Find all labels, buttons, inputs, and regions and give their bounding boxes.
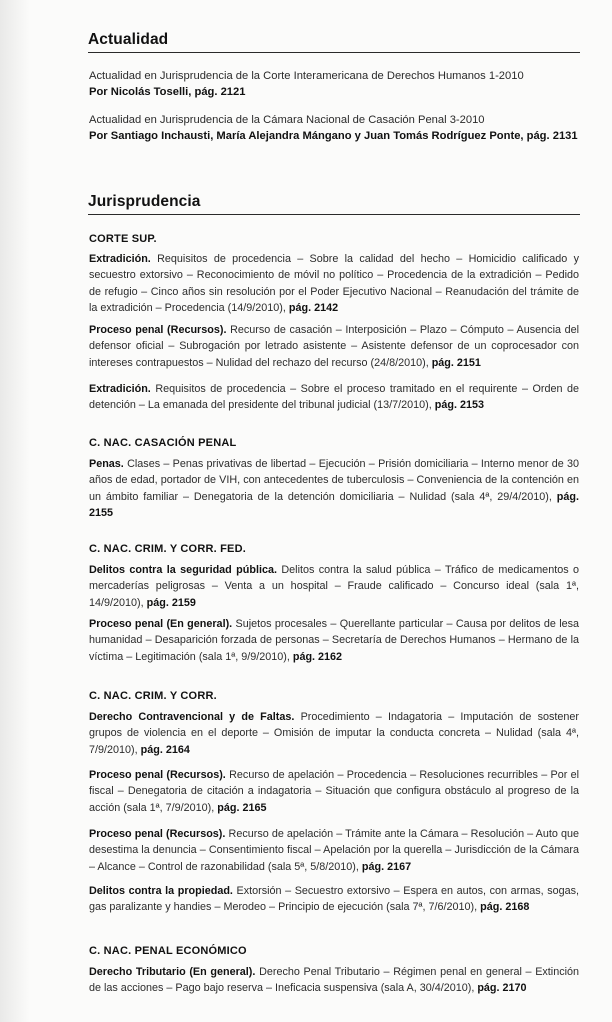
entry-topic: Extradición. (89, 253, 151, 265)
court-heading: C. NAC. CRIM. Y CORR. FED. (89, 543, 246, 555)
entry-body: Procedimiento – Indagatoria – Imputación de sostener grupos de violencia en el deporte – Omisión de imputar la conducta concreta – Nulidad (sala 4ª, 7/9/2010), (89, 711, 580, 756)
entry-body: Extorsión – Secuestro extorsivo – Espera en autos, con armas, sogas, gas paralizante y handies – Merodeo – Principio de ejecución (sala 7ª, 7/6/2010), (89, 885, 580, 914)
case-entry (89, 251, 579, 316)
entry-topic: Proceso penal (Recursos). (89, 828, 226, 840)
entry-topic: Proceso penal (Recursos). (89, 769, 226, 781)
entry-page: pág. 2142 (288, 301, 339, 314)
section-title-jurisprudencia: Jurisprudencia (88, 193, 580, 215)
entry-page: pág. 2167 (361, 860, 412, 873)
entry-body: Clases – Penas privativas de libertad – Ejecución – Prisión domiciliaria – Interno menor de 30 años de edad, portador de VIH, con antecedentes de tuberculosis – Conveniencia de la contención en un ámbito familiar – Denegatoria de la detención domiciliaria – Nulidad (sala 4ª, 29/4/2010), (89, 458, 579, 503)
actualidad-item-2-author: Por Santiago Inchausti, María Alejandra Mángano y Juan Tomás Rodríguez Ponte, pág. 2131 (89, 130, 578, 142)
court-heading: C. NAC. CASACIÓN PENAL (89, 437, 237, 449)
case-entry (89, 767, 579, 816)
entry-page: pág. 2170 (477, 982, 527, 995)
entry-topic: Proceso penal (Recursos). (89, 324, 227, 336)
entry-topic: Penas. (89, 458, 124, 470)
entry-topic: Extradición. (89, 383, 151, 395)
page-edge-shadow (0, 0, 30, 1022)
case-entry (89, 381, 579, 414)
court-heading: C. NAC. PENAL ECONÓMICO (89, 945, 247, 957)
entry-topic: Proceso penal (En general). (89, 618, 233, 630)
case-entry (89, 826, 579, 875)
case-entry (89, 883, 579, 916)
entry-body: Requisitos de procedencia – Sobre el proceso tramitado en el requirente – Orden de detención – La emanada del presidente del tribunal judicial (13/7/2010), (89, 383, 580, 412)
actualidad-item-1-author: Por Nicolás Toselli, pág. 2121 (89, 86, 246, 98)
entry-body: Recurso de casación – Interposición – Plazo – Cómputo – Ausencia del defensor oficial – Subrogación por letrado asistente – Asistente defensor de un coprocesador con intereses contrapuestos – Nulidad del rechazo del recurso (24/8/2010), (89, 324, 579, 369)
entry-page: pág. 2162 (292, 650, 343, 663)
entry-body: Recurso de apelación – Trámite ante la Cámara – Resolución – Auto que desestima la denuncia – Consentimiento fiscal – Apelación por la querella – Jurisdicción de la Cámara – Alcance – Control de razonabilidad (sala 5ª, 5/8/2010), (89, 828, 579, 873)
case-entry (89, 964, 579, 997)
case-entry (89, 456, 579, 521)
court-heading: CORTE SUP. (89, 233, 157, 245)
entry-page: pág. 2164 (140, 743, 190, 756)
case-entry (89, 616, 579, 665)
entry-body: Delitos contra la salud pública – Tráfico de medicamentos o mercaderías peligrosas – Venta a un hospital – Fraude calificado – Concurso ideal (sala 1ª, 14/9/2010), (89, 564, 579, 609)
entry-body: Sujetos procesales – Querellante particular – Causa por delitos de lesa humanidad – Desaparición forzada de personas – Secretaría de Derechos Humanos – Hermano de la víctima – Legitimación (sala 1ª, 9/9/2010), (89, 618, 580, 663)
entry-topic: Derecho Contravencional y de Faltas. (89, 711, 295, 723)
entry-body: Recurso de apelación – Procedencia – Resoluciones recurribles – Por el fiscal – Denegatoria de citación a indagatoria – Situación que configura obstáculo al progreso de la acción (sala 1ª, 7/9/2010), (89, 769, 579, 814)
entry-topic: Derecho Tributario (En general). (89, 966, 256, 978)
court-heading: C. NAC. CRIM. Y CORR. (89, 690, 217, 702)
entry-page: pág. 2165 (217, 801, 267, 814)
case-entry (89, 562, 579, 611)
entry-page: pág. 2159 (146, 596, 196, 609)
case-entry (89, 322, 579, 371)
entry-page: pág. 2151 (431, 356, 481, 369)
entry-topic: Delitos contra la seguridad pública. (89, 564, 277, 576)
entry-page: pág. 2155 (89, 490, 579, 519)
case-entry (89, 709, 579, 758)
entry-page: pág. 2168 (480, 901, 530, 914)
entry-page: pág. 2153 (434, 399, 484, 412)
entry-body: Derecho Penal Tributario – Régimen penal en general – Extinción de las acciones – Pago bajo reserva – Ineficacia suspensiva (sala A, 30/4/2010), (89, 966, 580, 995)
entry-body: Requisitos de procedencia – Sobre la calidad del hecho – Homicidio calificado y secuestro extorsivo – Reconocimiento de móvil no político – Procedencia de la extradición – Pedido de refugio – Cinco años sin resolución por el Poder Ejecutivo Nacional – Reanudación del trámite de la extradición – Procedencia (14/9/2010), (89, 253, 579, 314)
entry-topic: Delitos contra la propiedad. (89, 885, 233, 897)
actualidad-item-1-text: Actualidad en Jurisprudencia de la Corte Interamericana de Derechos Humanos 1-2010 (89, 70, 524, 82)
actualidad-item-2-text: Actualidad en Jurisprudencia de la Cámara Nacional de Casación Penal 3-2010 (89, 114, 485, 126)
section-title-actualidad: Actualidad (88, 31, 580, 53)
